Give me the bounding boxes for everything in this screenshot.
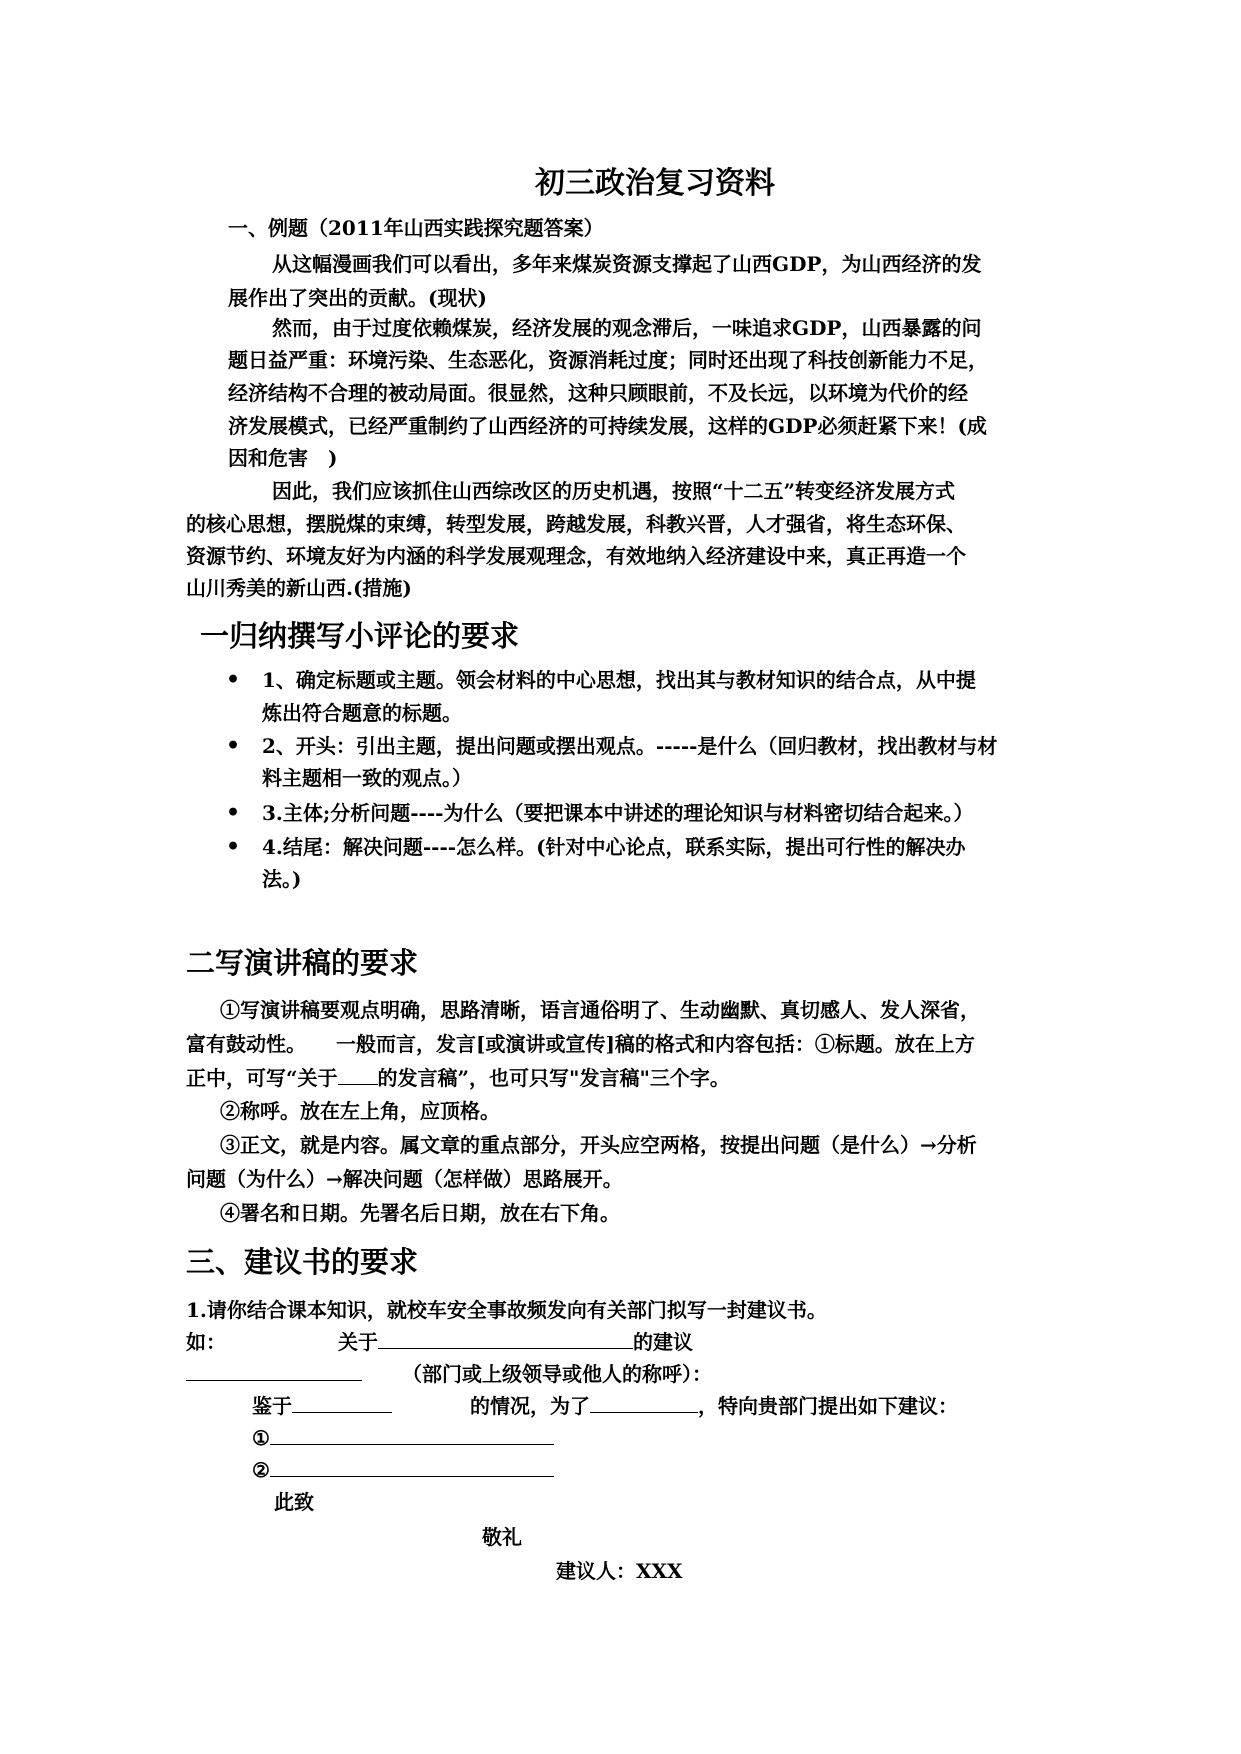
section2-line-4: ②称呼。放在左上角，应顶格。 <box>220 1099 500 1123</box>
item2-line <box>252 1454 554 1486</box>
item1-line <box>252 1422 554 1454</box>
example-line-10: 资源节约、环境友好为内涵的科学发展观理念，有效地纳入经济建设中来，真正再造一个 <box>186 544 966 568</box>
item2-blank <box>270 1454 554 1477</box>
title-blank <box>378 1326 633 1349</box>
example-line-4: 题日益严重：环境污染、生态恶化，资源消耗过度；同时还出现了科技创新能力不足， <box>228 348 988 372</box>
guanyu-label: 关于 <box>338 1330 378 1354</box>
section2-line-1: ①写演讲稿要观点明确，思路清晰，语言通俗明了、生动幽默、真切感人、发人深省， <box>220 998 980 1022</box>
section1-line-7: 法。) <box>262 867 302 891</box>
section2-line-5: ③正文，就是内容。属文章的重点部分，开头应空两格，按提出问题（是什么）→分析 <box>220 1133 977 1157</box>
document-title: 初三政治复习资料 <box>535 166 775 201</box>
example-line-1: 从这幅漫画我们可以看出，多年来煤炭资源支撑起了山西GDP，为山西经济的发 <box>272 252 982 276</box>
section1-line-3: 2、开头：引出主题，提出问题或摆出观点。-----是什么（回归教材，找出教材与材 <box>262 734 998 758</box>
section1-line-2: 炼出符合题意的标题。 <box>262 701 462 725</box>
example-line-7: 因和危害 ) <box>228 446 338 470</box>
example-line-9: 的核心思想，摆脱煤的束缚，转型发展，跨越发展，科教兴晋，人才强省，将生态环保、 <box>186 512 966 536</box>
example-line-5: 经济结构不合理的被动局面。很显然，这种只顾眼前，不及长远，以环境为代价的经 <box>228 381 968 405</box>
section1-line-6: 4.结尾：解决问题----怎么样。(针对中心论点，联系实际，提出可行性的解决办 <box>262 835 966 859</box>
ru-label: 如： <box>186 1330 226 1354</box>
section2-heading: 二写演讲稿的要求 <box>186 946 419 980</box>
section3-heading: 三、建议书的要求 <box>186 1245 419 1279</box>
propose-label: ，特向贵部门提出如下建议： <box>698 1394 958 1418</box>
example-line-3: 然而，由于过度依赖煤炭，经济发展的观念滞后，一味追求GDP，山西暴露的问 <box>272 316 982 340</box>
section2-line-2: 富有鼓动性。 一般而言，发言[或演讲或宣传]稿的格式和内容包括：①标题。放在上方 <box>186 1032 975 1056</box>
item1-marker: ① <box>252 1426 270 1450</box>
section2-line-3-pre: 正中，可写“关于 <box>186 1066 338 1090</box>
title-line <box>338 1326 693 1358</box>
jianyu-label: 鉴于 <box>252 1394 292 1418</box>
de-jianyi-label: 的建议 <box>633 1330 693 1354</box>
situation-label: 的情况，为了 <box>470 1394 590 1418</box>
example-line-8: 因此，我们应该抓住山西综改区的历史机遇，按照“十二五”转变经济发展方式 <box>272 479 956 503</box>
section2-line-3-post: 的发言稿”，也可只写"发言稿"三个字。 <box>377 1066 730 1090</box>
section2-line-7: ④署名和日期。先署名后日期，放在右下角。 <box>220 1201 620 1225</box>
example-line-2: 展作出了突出的贡献。(现状) <box>228 286 487 310</box>
jianyu-line <box>252 1390 392 1422</box>
jingli: 敬礼 <box>482 1525 522 1549</box>
example-line-11: 山川秀美的新山西.(措施) <box>186 576 412 600</box>
topic-blank <box>338 1062 378 1085</box>
section2-line-3 <box>186 1062 730 1094</box>
bullet-1: • <box>226 667 241 693</box>
address-blank <box>186 1358 362 1381</box>
example-line-6: 济发展模式，已经严重制约了山西经济的可持续发展，这样的GDP必须赶紧下来！(成 <box>228 414 987 438</box>
address-line <box>186 1358 362 1390</box>
example-heading: 一、例题（2011年山西实践探究题答案） <box>228 216 604 240</box>
section3-question: 1.请你结合课本知识，就校车安全事故频发向有关部门拟写一封建议书。 <box>186 1298 827 1322</box>
section1-line-1: 1、确定标题或主题。领会材料的中心思想，找出其与教材知识的结合点，从中提 <box>262 668 976 692</box>
bullet-2: • <box>226 733 241 759</box>
item2-marker: ② <box>252 1458 270 1482</box>
jianyu-blank <box>292 1390 392 1413</box>
section1-line-5: 3.主体;分析问题----为什么（要把课本中讲述的理论知识与材料密切结合起来。） <box>262 801 974 825</box>
section2-line-6: 问题（为什么）→解决问题（怎样做）思路展开。 <box>186 1167 623 1191</box>
signer: 建议人：XXX <box>556 1559 683 1583</box>
purpose-blank <box>590 1390 698 1413</box>
situation-line <box>470 1390 958 1422</box>
section1-line-4: 料主题相一致的观点。） <box>262 766 472 790</box>
address-note: （部门或上级领导或他人的称呼）： <box>402 1362 712 1386</box>
item1-blank <box>270 1422 554 1445</box>
section1-heading: 一归纳撰写小评论的要求 <box>200 619 520 653</box>
cizhi: 此致 <box>274 1490 314 1514</box>
bullet-4: • <box>226 834 241 860</box>
bullet-3: • <box>226 800 241 826</box>
